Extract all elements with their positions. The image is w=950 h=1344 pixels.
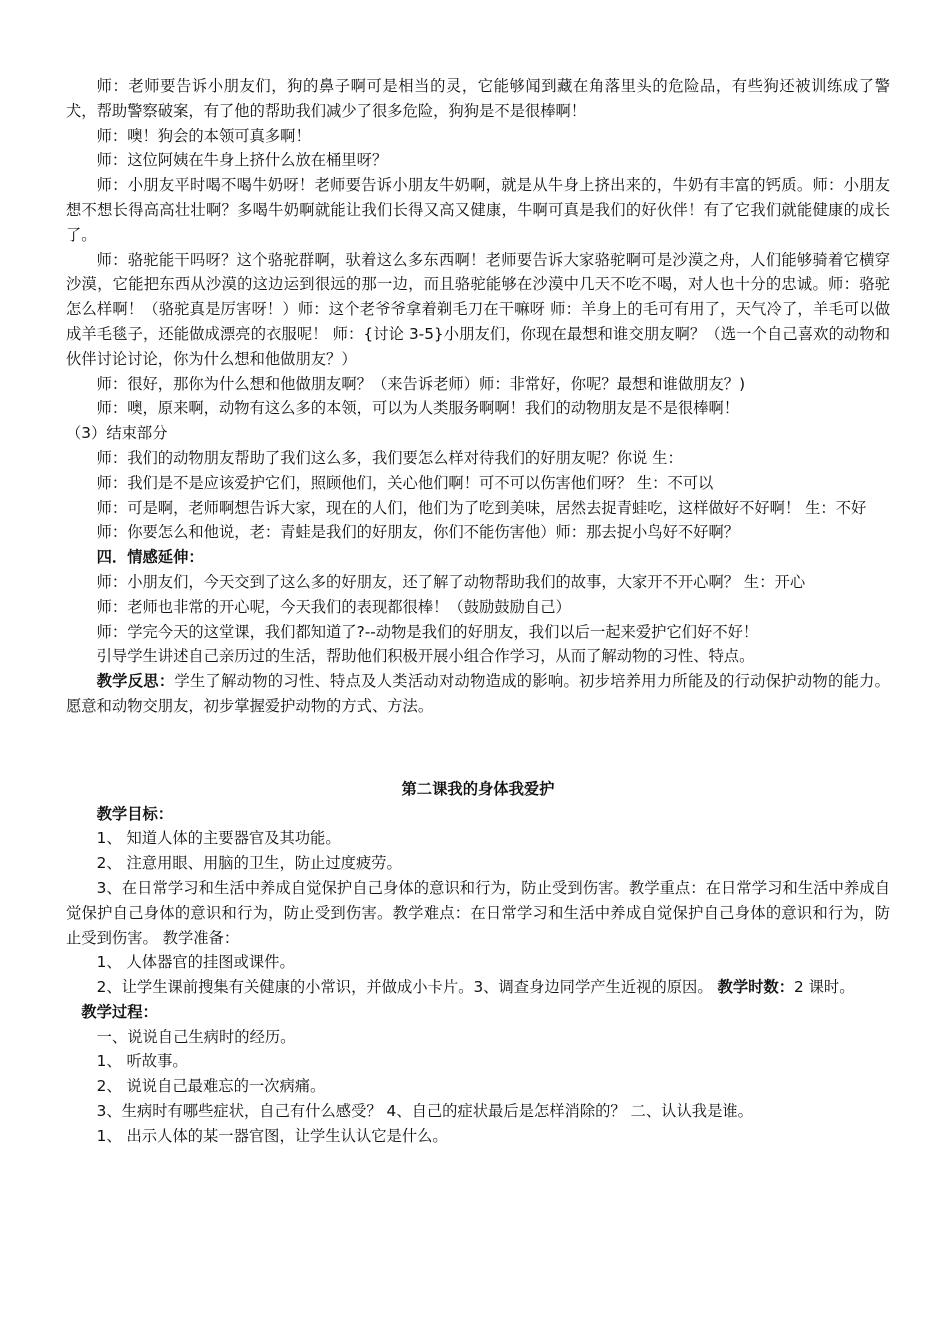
section-heading: 四．情感延伸： [96, 548, 204, 567]
paragraph: 师：噢！狗会的本领可真多啊！ [96, 126, 311, 145]
process-heading: 教学过程： [81, 1002, 158, 1021]
paragraph: 师：小朋友平时喝不喝牛奶呀！老师要告诉小朋友牛奶啊，就是从牛身上挤出来的，牛奶有丰富的钙质。师：小朋友想不想长得高高壮壮啊？多喝牛奶啊就能让我们长得又高又健康，牛啊可真是我们的好伙伴！有了它我们就能健康的成长了。 [66, 176, 890, 244]
list-item: 1、 人体器官的挂图或课件。 [96, 953, 295, 972]
paragraph: 师：我们的动物朋友帮助了我们这么多，我们要怎么样对待我们的好朋友呢？你说 生： [96, 448, 683, 467]
document-page [66, 74, 890, 1149]
paragraph: 引导学生讲述自己亲历过的生活，帮助他们积极开展小组合作学习，从而了解动物的习性、特点。 [96, 647, 755, 666]
paragraph: 师：很好，那你为什么想和他做朋友啊？（来告诉老师）师：非常好，你呢？最想和谁做朋友？) [96, 374, 746, 393]
paragraph: 师：你要怎么和他说，老：青蛙是我们的好朋友，你们不能伤害他）师：那去捉小鸟好不好啊？ [96, 523, 740, 542]
goals-heading: 教学目标： [96, 804, 174, 823]
paragraph: 师：这位阿姨在牛身上挤什么放在桶里呀？ [96, 151, 388, 170]
list-item: 1、 知道人体的主要器官及其功能。 [96, 829, 341, 848]
paragraph: 师：骆驼能干吗呀？这个骆驼群啊，驮着这么多东西啊！老师要告诉大家骆驼啊可是沙漠之舟，人们能够骑着它横穿沙漠，它能把东西从沙漠的这边运到很远的那一边，而且骆驼能够在沙漠中几天不吃不喝，对人也十分的忠诚。师：骆驼怎么样啊！（骆驼真是厉害呀！）师：这个老爷爷拿着剃毛刀在干嘛呀 师：羊身上的毛可有用了，天气冷了，羊毛可以做成羊毛毯子，还能做成漂亮的衣服呢！ 师：{讨论 3-5}小朋友们，你现在最想和谁交朋友啊？（选一个自己喜欢的动物和伙伴讨论讨论，你为什么想和他做朋友？） [66, 250, 890, 368]
paragraph: 师：老师也非常的开心呢，今天我们的表现都很棒！（鼓励鼓励自己） [96, 597, 571, 616]
paragraph: 师：噢，原来啊，动物有这么多的本领，可以为人类服务啊啊！我们的动物朋友是不是很棒啊！ [96, 399, 740, 418]
prep-text: 2、让学生课前搜集有关健康的小常识，并做成小卡片。3、调查身边同学产生近视的原因。 [96, 978, 713, 997]
reflection-text: 学生了解动物的习性、特点及人类活动对动物造成的影响。初步培养用力所能及的行动保护动物的能力。愿意和动物交朋友，初步掌握爱护动物的方式、方法。 [66, 672, 890, 715]
hours-label: 教学时数： [717, 978, 795, 997]
paragraph: 师：可是啊，老师啊想告诉大家，现在的人们，他们为了吃到美味，居然去捉青蛙吃，这样做好不好啊！ 生：不好 [96, 498, 867, 517]
list-item: 1、 出示人体的某一器官图，让学生认认它是什么。 [96, 1126, 448, 1145]
list-item [66, 975, 890, 1000]
paragraph: 师：老师要告诉小朋友们，狗的鼻子啊可是相当的灵，它能够闻到藏在角落里头的危险品，有些狗还被训练成了警犬，帮助警察破案，有了他的帮助我们减少了很多危险，狗狗是不是很棒啊！ [66, 77, 890, 120]
section-gap [66, 719, 890, 777]
hours-value: 2 课时。 [794, 978, 855, 997]
lesson-title: 第二课我的身体我爱护 [401, 779, 555, 798]
paragraph: 师：学完今天的这堂课，我们都知道了?--动物是我们的好朋友，我们以后一起来爱护它们好不好！ [96, 622, 759, 641]
list-item: 1、 听故事。 [96, 1052, 188, 1071]
list-item: 3、生病时有哪些症状，自己有什么感受？ 4、自己的症状最后是怎样消除的？ 二、认认我是谁。 [96, 1102, 753, 1121]
list-item: 一、说说自己生病时的经历。 [96, 1027, 296, 1046]
list-item: 2、 注意用眼、用脑的卫生，防止过度疲劳。 [96, 854, 402, 873]
reflection-label: 教学反思： [96, 672, 175, 691]
section-heading: （3）结束部分 [66, 424, 168, 443]
list-item: 2、 说说自己最难忘的一次病痛。 [96, 1077, 326, 1096]
paragraph: 师：我们是不是应该爱护它们，照顾他们，关心他们啊！可不可以伤害他们呀？ 生：不可以 [96, 473, 714, 492]
paragraph: 师：小朋友们，今天交到了这么多的好朋友，还了解了动物帮助我们的故事，大家开不开心啊？ 生：开心 [96, 572, 806, 591]
reflection-paragraph [66, 669, 890, 719]
list-item: 3、在日常学习和生活中养成自觉保护自己身体的意识和行为，防止受到伤害。教学重点：在日常学习和生活中养成自觉保护自己身体的意识和行为，防止受到伤害。教学难点：在日常学习和生活中养成自觉保护自己身体的意识和行为，防止受到伤害。 教学准备： [66, 878, 890, 947]
